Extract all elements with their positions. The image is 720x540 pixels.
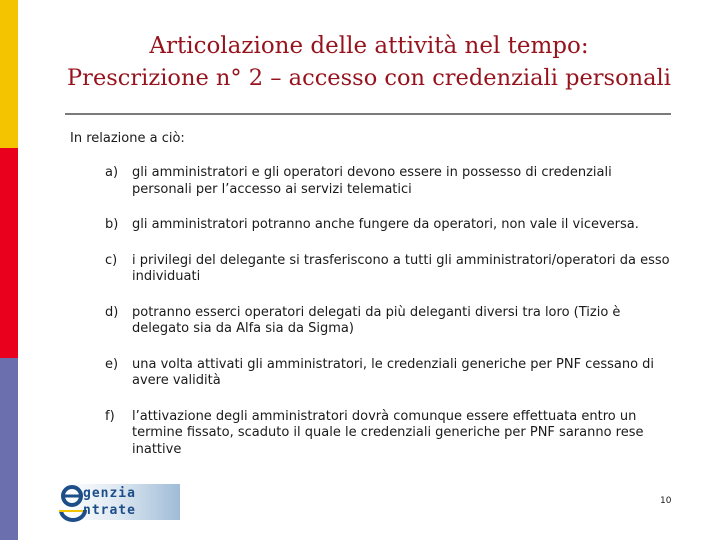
slide-title — [18, 30, 720, 94]
list-item — [105, 357, 675, 390]
accent-bar-blue — [0, 358, 18, 540]
list-item — [105, 305, 675, 338]
list-item — [105, 165, 675, 198]
title-divider — [65, 113, 671, 115]
list-item-letter: a) — [105, 165, 119, 180]
list-item-text: l’attivazione degli amministratori dovrà comunque essere effettuata entro un termine fissato, scaduto il quale le credenziali generiche per PNF saranno rese inattive — [132, 408, 644, 457]
title-line-1: Articolazione delle attività nel tempo: — [149, 33, 589, 59]
agenzia-entrate-logo — [55, 484, 180, 522]
intro-text: In relazione a ciò: — [70, 131, 185, 146]
logo-text-line-2: ntrate — [83, 503, 136, 518]
list-item-letter: d) — [105, 304, 119, 320]
list-item-text: gli amministratori potranno anche fungere da operatori, non vale il viceversa. — [132, 217, 639, 232]
list-item-letter: b) — [105, 217, 119, 232]
list-item — [105, 409, 675, 459]
list-item-text: potranno esserci operatori delegati da più deleganti diversi tra loro (Tizio è delegato sia da Alfa sia da Sigma) — [132, 304, 621, 336]
list-item — [105, 253, 675, 286]
accent-bar-yellow — [0, 0, 18, 148]
list-item-text: una volta attivati gli amministratori, le credenziali generiche per PNF cessano di avere validità — [132, 356, 655, 388]
prescription-list — [105, 165, 675, 477]
logo-text-line-1: genzia — [83, 486, 136, 501]
list-item-letter: f) — [105, 408, 115, 424]
title-line-2: Prescrizione n° 2 – accesso con credenziali personali — [67, 65, 671, 91]
page-number: 10 — [660, 496, 672, 506]
accent-bar-red — [0, 148, 18, 358]
list-item-letter: c) — [105, 252, 118, 268]
list-item-text: i privilegi del delegante si trasferiscono a tutti gli amministratori/operatori da esso individuati — [132, 252, 670, 284]
list-item-text: gli amministratori e gli operatori devono essere in possesso di credenziali personali per l’accesso ai servizi telematici — [132, 165, 612, 197]
list-item-letter: e) — [105, 356, 119, 372]
list-item — [105, 217, 675, 234]
